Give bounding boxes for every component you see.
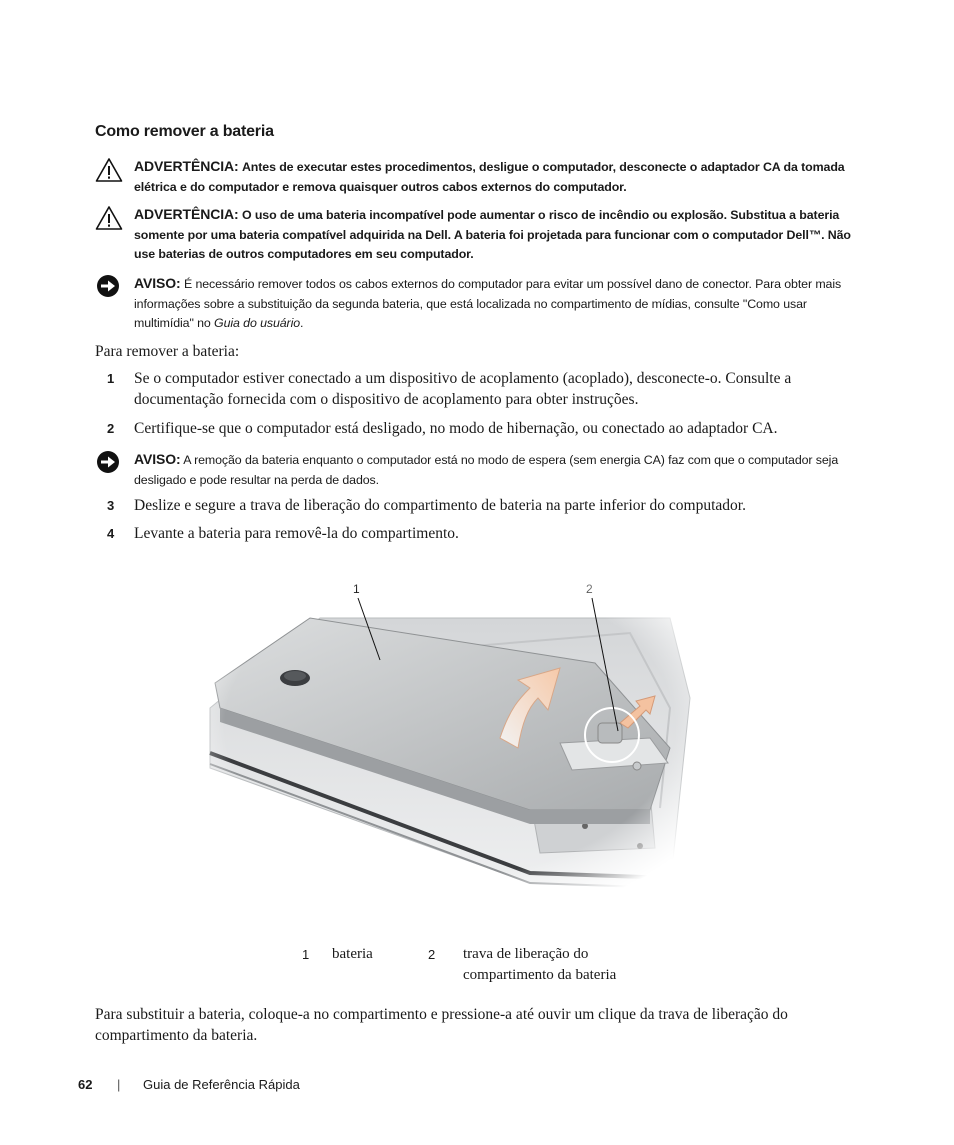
step-number: 4 xyxy=(107,526,115,541)
page-number: 62 xyxy=(78,1077,93,1092)
warning-triangle-icon xyxy=(95,205,123,231)
legend-num-1 xyxy=(302,944,309,966)
notice-arrow-icon xyxy=(95,274,123,300)
closing-paragraph: Para substituir a bateria, coloque-a no compartimento e pressione-a até ouvir um clique da trava de liberação do compartimento da bateria. xyxy=(95,1006,788,1044)
notice-after: . xyxy=(300,316,304,330)
legend-number: 2 xyxy=(428,947,436,962)
step-number: 1 xyxy=(107,371,115,386)
footer-separator: | xyxy=(117,1077,121,1092)
guide-title: Guia de Referência Rápida xyxy=(143,1077,300,1092)
step-text: Se o computador estiver conectado a um dispositivo de acoplamento (acoplado), desconecte-o. Consulte a documentação fornecida com o dispositivo de acoplamento para obter instruções. xyxy=(134,370,792,408)
intro-text: Para remover a bateria: xyxy=(95,343,240,360)
step-text: Deslize e segure a trava de liberação do compartimento de bateria na parte inferior do computador. xyxy=(134,497,746,514)
notice-label: AVISO: xyxy=(134,451,181,467)
step-text: Levante a bateria para removê-la do compartimento. xyxy=(134,525,459,542)
legend-number: 1 xyxy=(302,947,310,962)
warning-label: ADVERTÊNCIA: xyxy=(134,206,239,222)
step-text: Certifique-se que o computador está desligado, no modo de hibernação, ou conectado ao adaptador CA. xyxy=(134,420,778,437)
legend-label-1: bateria xyxy=(332,946,373,962)
notice-text: A remoção da bateria enquanto o computador está no modo de espera (sem energia CA) faz com que o computador seja desligado e pode resultar na perda de dados. xyxy=(134,453,839,487)
legend-num-2 xyxy=(428,944,435,966)
warning-label: ADVERTÊNCIA: xyxy=(134,158,239,174)
warning-text: Antes de executar estes procedimentos, desligue o computador, desconecte o adaptador CA da tomada elétrica e do computador e remova quaisquer outros cabos externos do computador. xyxy=(134,160,845,194)
notice-italic: Guia do usuário xyxy=(214,316,301,330)
notice-arrow-icon xyxy=(95,450,123,476)
notice-label: AVISO: xyxy=(134,275,181,291)
step-number: 3 xyxy=(107,498,115,513)
legend-label-2: trava de liberação do compartimento da bateria xyxy=(463,946,617,983)
step-number: 2 xyxy=(107,421,115,436)
battery-removal-illustration xyxy=(200,578,700,908)
warning-text: O uso de uma bateria incompatível pode aumentar o risco de incêndio ou explosão. Substitua a bateria somente por uma bateria compatível adquirida na Dell. A bateria foi projetada para funcionar com o computador Dell™. Não use baterias de outros computadores em seu computador. xyxy=(134,208,851,261)
warning-triangle-icon xyxy=(95,157,123,183)
section-title: Como remover a bateria xyxy=(95,123,274,140)
notice-text: É necessário remover todos os cabos externos do computador para evitar um possível dano de conector. Para obter mais informações sobre a substituição da segunda bateria, que está localizada no compartimento de mídias, consulte "Como usar multimídia" no xyxy=(134,277,842,330)
